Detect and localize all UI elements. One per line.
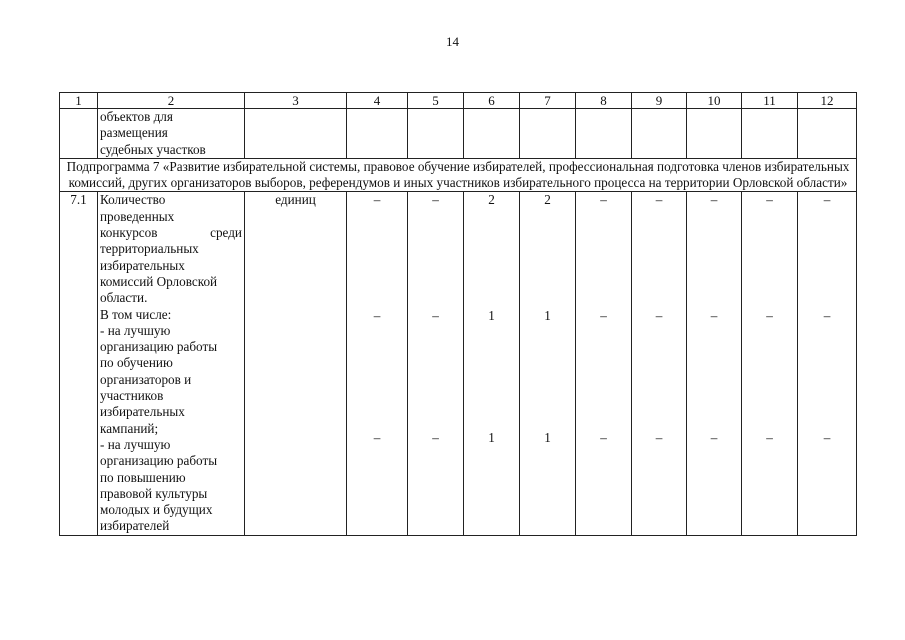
value-total: – xyxy=(766,192,773,208)
value-cell xyxy=(520,109,576,159)
description-line: объектов для xyxy=(100,109,173,124)
header-cell: 10 xyxy=(687,93,742,109)
value-legal-culture: – xyxy=(432,430,439,446)
description-line: судебных участков xyxy=(100,141,206,157)
value-legal-culture: – xyxy=(823,430,831,446)
description-line: по обучению xyxy=(100,355,173,371)
value-total: – xyxy=(373,192,381,208)
value-training: – xyxy=(373,307,381,323)
value-training: – xyxy=(710,307,718,323)
value-cell xyxy=(464,192,520,535)
header-cell: 7 xyxy=(520,93,576,109)
value-total: – xyxy=(710,192,718,208)
value-cell xyxy=(798,109,857,159)
description-line: размещения xyxy=(100,125,168,141)
value-cell xyxy=(742,109,798,159)
description-line: комиссий Орловской xyxy=(100,273,218,289)
description-line: правовой культуры xyxy=(100,485,208,501)
description-line: Количество xyxy=(100,192,166,208)
value-training: – xyxy=(432,307,439,323)
value-legal-culture: – xyxy=(766,430,773,446)
value-cell xyxy=(798,192,857,535)
value-cell xyxy=(632,192,687,535)
description-line: - на лучшую xyxy=(100,322,171,338)
header-cell: 1 xyxy=(60,93,98,109)
description-line: избирательных xyxy=(100,404,185,420)
description-line: - на лучшую xyxy=(100,436,171,452)
subprogram-title: Подпрограмма 7 «Развитие избирательной системы, правовое обучение избирателей, профессиональная подготовка членов избирательных комиссий, других организаторов выборов, референдумов и иных участников избирательного процесса на территории Орловской области» xyxy=(60,158,857,192)
description-line: молодых и будущих xyxy=(100,502,213,518)
unit-cell: единиц xyxy=(245,192,347,535)
header-cell: 12 xyxy=(798,93,857,109)
description-cell xyxy=(98,109,245,159)
value-total: – xyxy=(823,192,831,208)
value-total: – xyxy=(655,192,663,208)
value-total: – xyxy=(600,192,607,208)
value-legal-culture: 1 xyxy=(544,430,551,446)
description-line: избирателей xyxy=(100,518,170,534)
row-number-cell xyxy=(60,109,98,159)
value-legal-culture: – xyxy=(710,430,718,446)
value-training: 1 xyxy=(544,307,551,323)
value-legal-culture: 1 xyxy=(488,430,495,446)
value-training: – xyxy=(766,307,773,323)
description-line: В том числе: xyxy=(100,306,172,322)
description-line: организацию работы xyxy=(100,453,218,469)
description-line: организацию работы xyxy=(100,339,218,355)
header-cell: 5 xyxy=(408,93,464,109)
description-line: по повышению xyxy=(100,469,186,485)
value-cell xyxy=(520,192,576,535)
header-cell: 9 xyxy=(632,93,687,109)
value-cell xyxy=(408,109,464,159)
value-training: – xyxy=(655,307,663,323)
value-legal-culture: – xyxy=(600,430,607,446)
value-cell xyxy=(576,109,632,159)
value-cell xyxy=(687,109,742,159)
indicator-row-7-1 xyxy=(60,192,857,535)
header-cell: 4 xyxy=(347,93,408,109)
header-cell: 11 xyxy=(742,93,798,109)
value-legal-culture: – xyxy=(373,430,381,446)
unit-cell xyxy=(245,109,347,159)
description-line: избирательных xyxy=(100,257,185,273)
subprogram-row xyxy=(60,158,857,192)
description-line: проведенных xyxy=(100,208,175,224)
value-total: – xyxy=(432,192,439,208)
header-row xyxy=(60,93,857,109)
description-line: области. xyxy=(100,290,148,306)
header-cell: 2 xyxy=(98,93,245,109)
value-cell xyxy=(576,192,632,535)
header-cell: 3 xyxy=(245,93,347,109)
value-training: – xyxy=(823,307,831,323)
value-legal-culture: – xyxy=(655,430,663,446)
value-cell xyxy=(687,192,742,535)
value-total: 2 xyxy=(544,192,551,208)
value-cell xyxy=(632,109,687,159)
value-training: – xyxy=(600,307,607,323)
value-training: 1 xyxy=(488,307,495,323)
description-line: участников xyxy=(100,388,164,404)
continuation-row xyxy=(60,109,857,159)
header-cell: 6 xyxy=(464,93,520,109)
page-number: 14 xyxy=(446,34,459,49)
value-total: 2 xyxy=(488,192,495,208)
description-cell xyxy=(98,192,245,535)
description-line: территориальных xyxy=(100,241,199,257)
value-cell xyxy=(464,109,520,159)
value-cell xyxy=(347,192,408,535)
value-cell xyxy=(408,192,464,535)
value-cell xyxy=(347,109,408,159)
value-cell xyxy=(742,192,798,535)
description-line: организаторов и xyxy=(100,371,192,387)
indicators-table xyxy=(59,92,857,536)
description-line: конкурсов среди xyxy=(100,225,242,241)
row-number-cell: 7.1 xyxy=(60,192,98,535)
header-cell: 8 xyxy=(576,93,632,109)
description-line: кампаний; xyxy=(100,420,159,436)
